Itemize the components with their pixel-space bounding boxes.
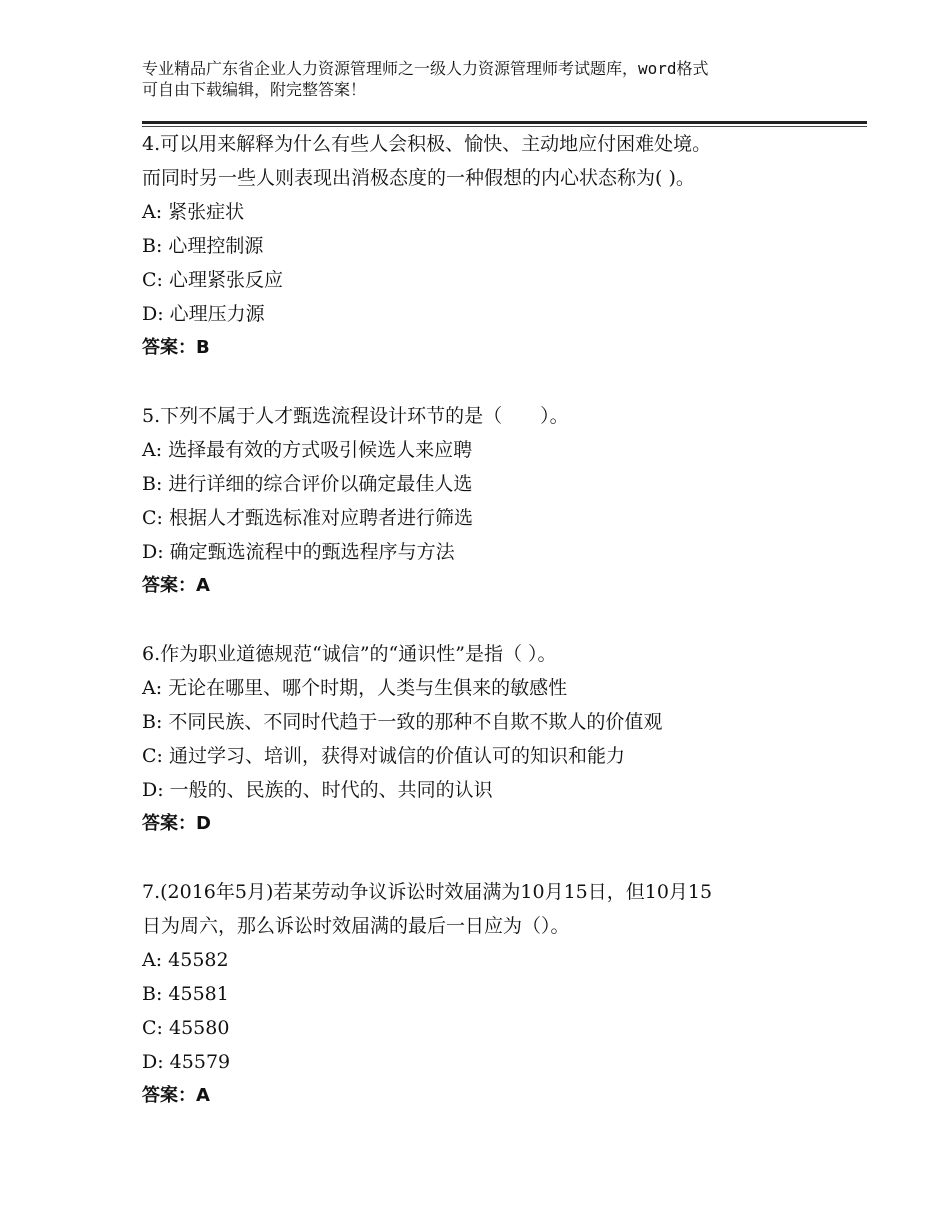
option-a: A: 无论在哪里、哪个时期，人类与生俱来的敏感性 (142, 677, 568, 699)
option-a: A: 紧张症状 (142, 201, 245, 223)
question-spacer (142, 603, 842, 637)
question-block (142, 399, 842, 603)
option-b: B: 不同民族、不同时代趋于一致的那种不自欺不欺人的价值观 (142, 711, 663, 733)
option-d: D: 心理压力源 (142, 303, 265, 325)
question-block (142, 637, 842, 841)
document-header (142, 58, 842, 100)
answer-line: 答案：B (142, 337, 210, 358)
question-stem: 日为周六，那么诉讼时效届满的最后一日应为（）。 (142, 915, 570, 937)
question-stem: 4.可以用来解释为什么有些人会积极、愉快、主动地应付困难处境。 (142, 133, 712, 155)
question-block (142, 127, 842, 365)
option-b: B: 心理控制源 (142, 235, 264, 257)
option-b: B: 进行详细的综合评价以确定最佳人选 (142, 473, 473, 495)
header-line-2: 可自由下载编辑，附完整答案！ (142, 80, 367, 99)
option-d: D: 一般的、民族的、时代的、共同的认识 (142, 779, 493, 801)
option-c: C: 根据人才甄选标准对应聘者进行筛选 (142, 507, 473, 529)
question-stem: 而同时另一些人则表现出消极态度的一种假想的内心状态称为( )。 (142, 167, 695, 189)
header-rule-thick (142, 121, 867, 124)
option-c: C: 心理紧张反应 (142, 269, 283, 291)
header-line-1: 专业精品广东省企业人力资源管理师之一级人力资源管理师考试题库，word格式 (142, 59, 709, 78)
question-block (142, 875, 842, 1113)
option-d: D: 45579 (142, 1051, 231, 1073)
option-a: A: 选择最有效的方式吸引候选人来应聘 (142, 439, 473, 461)
answer-line: 答案：A (142, 575, 210, 596)
option-a: A: 45582 (142, 949, 229, 971)
option-b: B: 45581 (142, 983, 229, 1005)
question-stem: 5.下列不属于人才甄选流程设计环节的是（ ）。 (142, 405, 569, 427)
question-stem: 6.作为职业道德规范“诚信”的“通识性”是指（ ）。 (142, 643, 557, 665)
option-c: C: 通过学习、培训，获得对诚信的价值认可的知识和能力 (142, 745, 625, 767)
answer-line: 答案：D (142, 813, 211, 834)
answer-line: 答案：A (142, 1085, 210, 1106)
question-list (142, 127, 842, 1113)
question-stem: 7.(2016年5月)若某劳动争议诉讼时效届满为10月15日，但10月15 (142, 881, 713, 903)
option-d: D: 确定甄选流程中的甄选程序与方法 (142, 541, 455, 563)
option-c: C: 45580 (142, 1017, 230, 1039)
question-spacer (142, 841, 842, 875)
question-spacer (142, 365, 842, 399)
